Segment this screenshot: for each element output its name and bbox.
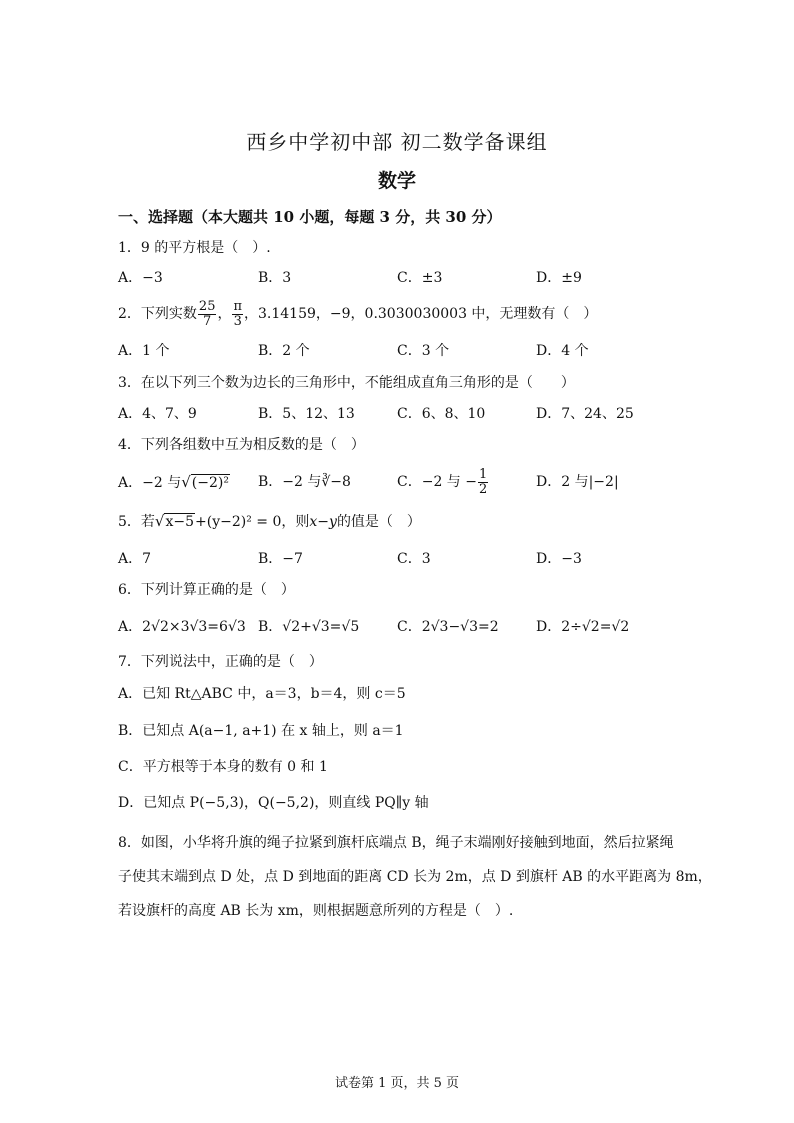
question-4-stem: 4．下列各组数中互为相反数的是（ ） [118,437,365,453]
question-3-options [118,403,688,427]
abs-expr: |−2| [588,474,619,490]
q5-mid: +(y−2)² = 0，则 [195,514,310,530]
q2-suffix: ，3.14159，−9，0.3030030003 中，无理数有（ ） [244,306,598,322]
option-c [397,466,489,498]
question-8-line-1: 8．如图，小华将升旗的绳子拉紧到旗杆底端点 B，绳子末端刚好接触到地面，然后拉紧绳 [118,835,674,851]
option-c: C．6、8、10 [397,406,486,422]
option-d: D．±9 [536,270,582,286]
frac-den: 3 [233,313,242,329]
frac-den: 2 [478,481,488,497]
sqrt-icon: √ [181,473,191,491]
option-c: C．3 [397,551,431,567]
option-d: D．7、24、25 [536,406,634,422]
q5-prefix: 5．若 [118,514,155,530]
question-5-stem [118,511,688,532]
fraction-25-7 [198,300,217,329]
radicand: x−5 [165,514,195,530]
question-6-options [118,616,688,640]
option-b: B．3 [258,270,292,286]
question-5-options [118,548,688,572]
radicand: (−2)² [191,475,229,491]
section-heading: 一、选择题（本大题共 10 小题，每题 3 分，共 30 分） [118,208,502,226]
option-c-label: C．−2 与 − [397,474,477,490]
page-footer: 试卷第 1 页，共 5 页 [334,1076,460,1091]
option-d: D．4 个 [536,343,589,359]
fraction-1-2 [478,468,488,497]
q5-suffix: 的值是（ ） [336,514,421,530]
question-3-stem: 3．在以下列三个数为边长的三角形中，不能组成直角三角形的是（ ） [118,375,575,391]
question-7-statement-a: A．已知 Rt△ABC 中，a＝3，b＝4，则 c＝5 [118,686,406,702]
option-a: A．1 个 [118,343,170,359]
sqrt-icon: √ [154,512,165,530]
frac-den: 7 [203,313,212,329]
subject-title: 数学 [377,170,416,192]
question-6-stem: 6．下列计算正确的是（ ） [118,582,295,598]
question-2-stem: 2．下列实数 $\frac{25}{7}$ ， $\frac{\pi}{3}$ ，3.14159，−9，0.3030030003 中，无理数有（ ） [118,298,598,329]
question-7-statement-d: D．已知点 P(−5,3)，Q(−5,2)，则直线 PQ∥y 轴 [118,795,429,811]
option-b: B．5、12、13 [258,406,355,422]
option-b: B．√2+√3=√5 [258,619,360,635]
option-a [118,466,230,499]
option-c: C．2√3−√3=2 [397,619,499,635]
q5-expr: x−y [309,514,337,530]
option-c: C．±3 [397,270,443,286]
frac-num: 1 [478,466,488,482]
option-d [536,466,619,498]
option-d-label: D．2 与 [536,474,589,490]
option-a: A．2√2×3√3=6√3 [118,619,246,635]
frac-num: π [233,298,243,314]
q2-prefix: 2．下列实数 [118,306,197,322]
option-d: D．2÷√2=√2 [536,619,630,635]
option-d: D．−3 [536,551,582,567]
question-1-options [118,267,688,291]
fraction-pi-3 [232,300,243,329]
option-a-label: A．−2 与 [118,475,182,491]
option-b: B．−7 [258,551,303,567]
cube-root-expr: ∛−8 [321,474,351,490]
option-a: A．−3 [118,270,163,286]
school-title: 西乡中学初中部 初二数学备课组 [246,130,548,154]
question-2-options [118,340,688,364]
question-1-stem: 1．9 的平方根是（ ）. [118,240,271,256]
question-4-options [118,466,688,502]
question-7-statement-c: C．平方根等于本身的数有 0 和 1 [118,759,328,775]
question-8-line-3: 若设旗杆的高度 AB 长为 xm，则根据题意所列的方程是（ ）. [118,903,514,919]
option-b [258,466,351,498]
question-8-line-2: 子使其末端到点 D 处，点 D 到地面的距离 CD 长为 2m，点 D 到旗杆 AB 的水平距离为 8m， [118,869,712,885]
question-7-statement-b: B．已知点 A(a−1, a+1) 在 x 轴上，则 a＝1 [118,723,404,739]
option-b: B．2 个 [258,343,310,359]
option-a: A．7 [118,551,152,567]
option-c: C．3 个 [397,343,450,359]
frac-num: 25 [198,298,216,314]
option-b-label: B．−2 与 [258,474,322,490]
question-7-stem: 7．下列说法中，正确的是（ ） [118,654,323,670]
option-a: A．4、7、9 [118,406,197,422]
